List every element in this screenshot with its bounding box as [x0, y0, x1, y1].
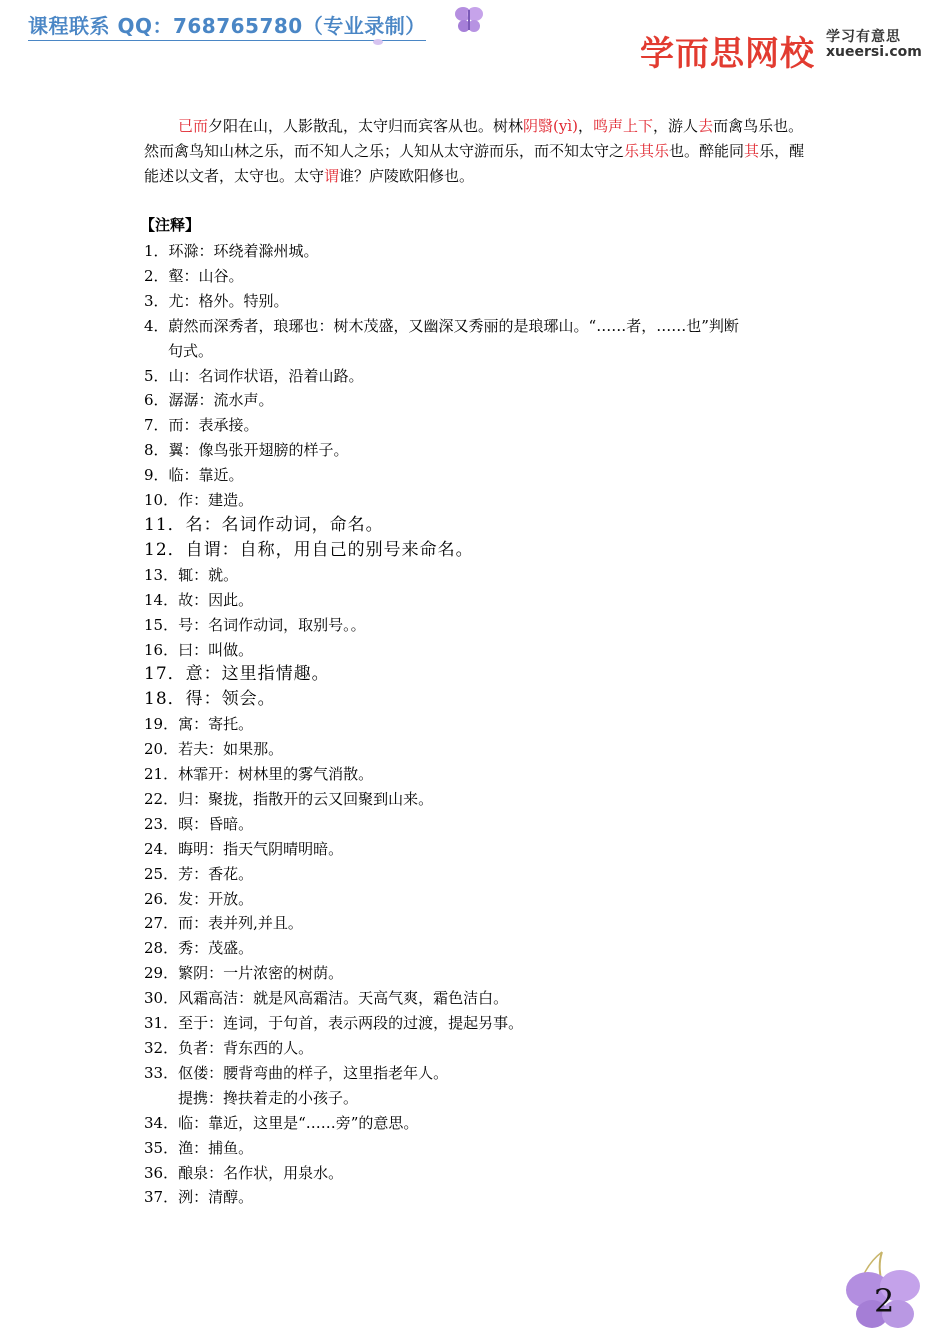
note-number: 6． [144, 391, 169, 410]
note-number: 2． [144, 266, 169, 285]
note-text: 潺潺：流水声。 [168, 391, 274, 410]
note-text: 若夫：如果那。 [178, 740, 284, 759]
logo-main-text: 学而思网校 [640, 34, 815, 74]
note-text: 至于：连词，于句首，表示两段的过渡，提起另事。 [178, 1014, 524, 1033]
note-item [144, 687, 810, 712]
note-text: 林霏开：树林里的雾气消散。 [178, 765, 374, 784]
note-number: 33． [144, 1063, 179, 1082]
note-number: 22． [144, 789, 179, 808]
note-number: 27． [144, 914, 179, 933]
note-number: 9． [144, 466, 169, 485]
note-number: 5． [144, 366, 169, 385]
note-number: 19． [144, 715, 179, 734]
note-text: 尤：格外。特别。 [168, 291, 289, 310]
note-item [144, 1136, 810, 1161]
note-item [144, 239, 810, 264]
note-text: 曰：叫做。 [178, 640, 254, 659]
logo-side [826, 30, 922, 59]
note-text: 而：表承接。 [168, 416, 259, 435]
highlighted-term: 其 [744, 142, 760, 160]
note-number: 17． [144, 664, 186, 685]
note-number: 32． [144, 1039, 179, 1057]
note-text: 故：因此。 [178, 590, 254, 609]
butterfly-shadow-icon [372, 38, 384, 46]
note-number: 18． [144, 689, 186, 710]
passage-text: ， [578, 117, 594, 135]
note-number: 15． [144, 615, 179, 634]
note-item [144, 563, 810, 588]
note-item [144, 1111, 810, 1136]
note-item [144, 388, 810, 413]
passage-text: 夕阳在山，人影散乱，太守归而宾客从也。树林 [208, 117, 524, 135]
note-item [144, 538, 810, 563]
xueersi-logo [640, 26, 922, 75]
passage-text: 而禽鸟乐也。然而禽鸟知山林之乐，而不知人之乐；人知从太守游而乐，而不知太守之 [144, 117, 804, 160]
note-item [144, 936, 810, 961]
highlighted-term: 阴翳(yì) [523, 117, 579, 135]
note-item [144, 887, 810, 912]
note-number: 14． [144, 590, 179, 609]
note-text: 临：靠近，这里是“……旁”的意思。 [178, 1113, 419, 1132]
note-number: 20． [144, 740, 179, 759]
note-text: 辄：就。 [178, 565, 239, 584]
passage-paragraph [144, 114, 810, 189]
note-item [144, 364, 810, 389]
note-text: 名：名词作动词，命名。 [185, 514, 384, 535]
note-text: 秀：茂盛。 [178, 939, 254, 958]
note-text: 洌：清醇。 [178, 1188, 254, 1207]
note-text: 归：聚拢，指散开的云又回聚到山来。 [178, 789, 434, 808]
note-number: 36． [144, 1163, 179, 1182]
note-item [144, 1161, 810, 1186]
note-item [144, 613, 810, 638]
note-item [144, 787, 810, 812]
logo-url: xueersi.com [826, 43, 922, 60]
note-text: 自谓：自称，用自己的别号来命名。 [185, 539, 474, 560]
note-number: 35． [144, 1138, 179, 1157]
note-item [144, 762, 810, 787]
note-number: 10． [144, 491, 179, 510]
passage-text: 乐，醒能述以文者，太守也。太守 [144, 142, 805, 185]
note-number: 12． [144, 539, 186, 560]
logo-slogan: 学习有意思 [826, 29, 901, 45]
note-number: 16． [144, 640, 179, 659]
note-text: 暝：昏暗。 [178, 814, 254, 833]
notes-heading: 【注释】 [140, 216, 201, 234]
note-item [144, 911, 810, 936]
note-text: 翼：像鸟张开翅膀的样子。 [168, 441, 349, 460]
note-text: 山：名词作状语，沿着山路。 [168, 366, 364, 385]
note-number: 11． [144, 514, 186, 535]
note-item [144, 812, 810, 837]
highlighted-term: 已而 [178, 117, 209, 135]
note-item [144, 986, 810, 1011]
note-subitem: 提携：搀扶着走的小孩子。 [178, 1088, 359, 1107]
note-item [144, 1011, 810, 1036]
note-number: 4． [144, 316, 169, 335]
passage-text: 谁？庐陵欧阳修也。 [339, 167, 475, 185]
note-item [144, 588, 810, 613]
note-number: 31． [144, 1014, 179, 1033]
note-item [144, 413, 810, 438]
note-item [144, 438, 810, 463]
note-text: 酿泉：名作状，用泉水。 [178, 1163, 344, 1182]
course-contact-link[interactable]: 课程联系 QQ：768765780（专业录制） [28, 10, 426, 41]
note-text: 负者：背东西的人。 [178, 1039, 314, 1057]
note-item [144, 737, 810, 762]
note-item [144, 1185, 810, 1210]
note-text: 蔚然而深秀者，琅琊也：树木茂盛，又幽深又秀丽的是琅琊山。“……者，……也”判断 [168, 316, 739, 335]
note-number: 28． [144, 939, 179, 958]
note-number: 34． [144, 1113, 179, 1132]
note-item [144, 289, 810, 314]
note-text: 意：这里指情趣。 [185, 664, 330, 685]
note-item [144, 662, 810, 687]
note-item [144, 638, 810, 663]
butterfly-icon [452, 4, 486, 34]
note-number: 7． [144, 416, 169, 435]
note-number: 29． [144, 964, 179, 983]
highlighted-term: 鸣声上下 [593, 117, 654, 135]
note-text: 环滁：环绕着滁州城。 [168, 242, 319, 260]
note-item [144, 1036, 810, 1061]
note-item [144, 862, 810, 887]
note-text: 作：建造。 [178, 491, 254, 510]
note-text: 芳：香花。 [178, 864, 254, 883]
note-item [144, 463, 810, 488]
note-text: 伛偻：腰背弯曲的样子，这里指老年人。 [178, 1063, 449, 1082]
note-item [144, 1061, 810, 1111]
note-item [144, 712, 810, 737]
highlighted-term: 去 [698, 117, 714, 135]
note-text: 得：领会。 [185, 689, 276, 710]
page-number-badge [838, 1244, 926, 1332]
note-number: 3． [144, 291, 169, 310]
note-text: 繁阴：一片浓密的树荫。 [178, 964, 344, 983]
note-number: 21． [144, 765, 179, 784]
highlighted-term: 谓 [324, 167, 340, 185]
notes-list [144, 239, 810, 1210]
note-number: 23． [144, 814, 179, 833]
note-text: 风霜高洁：就是风高霜洁。天高气爽，霜色洁白。 [178, 989, 509, 1008]
passage-text: ，游人 [653, 117, 699, 135]
note-item [144, 264, 810, 289]
note-text: 壑：山谷。 [168, 266, 244, 285]
note-text: 号：名词作动词，取别号。。 [178, 615, 366, 634]
note-text: 寓：寄托。 [178, 715, 254, 734]
note-number: 26． [144, 889, 179, 908]
note-item [144, 837, 810, 862]
note-text: 晦明：指天气阴晴明暗。 [178, 839, 344, 858]
passage-text: 也。醉能同 [669, 142, 745, 160]
note-item [144, 314, 810, 364]
note-text: 临：靠近。 [168, 466, 244, 485]
note-item [144, 513, 810, 538]
highlighted-term: 乐其乐 [624, 142, 670, 160]
note-number: 37． [144, 1188, 179, 1207]
page-number: 2 [874, 1282, 895, 1320]
note-number: 25． [144, 864, 179, 883]
note-item [144, 488, 810, 513]
note-text: 渔：捕鱼。 [178, 1138, 254, 1157]
note-text: 而：表并列,并且。 [178, 914, 303, 933]
note-item [144, 961, 810, 986]
note-number: 24． [144, 839, 179, 858]
note-number: 1． [144, 242, 169, 260]
note-text: 发：开放。 [178, 889, 254, 908]
note-number: 8． [144, 441, 169, 460]
note-number: 13． [144, 565, 179, 584]
note-text-continued: 句式。 [168, 341, 214, 360]
note-number: 30． [144, 989, 179, 1008]
